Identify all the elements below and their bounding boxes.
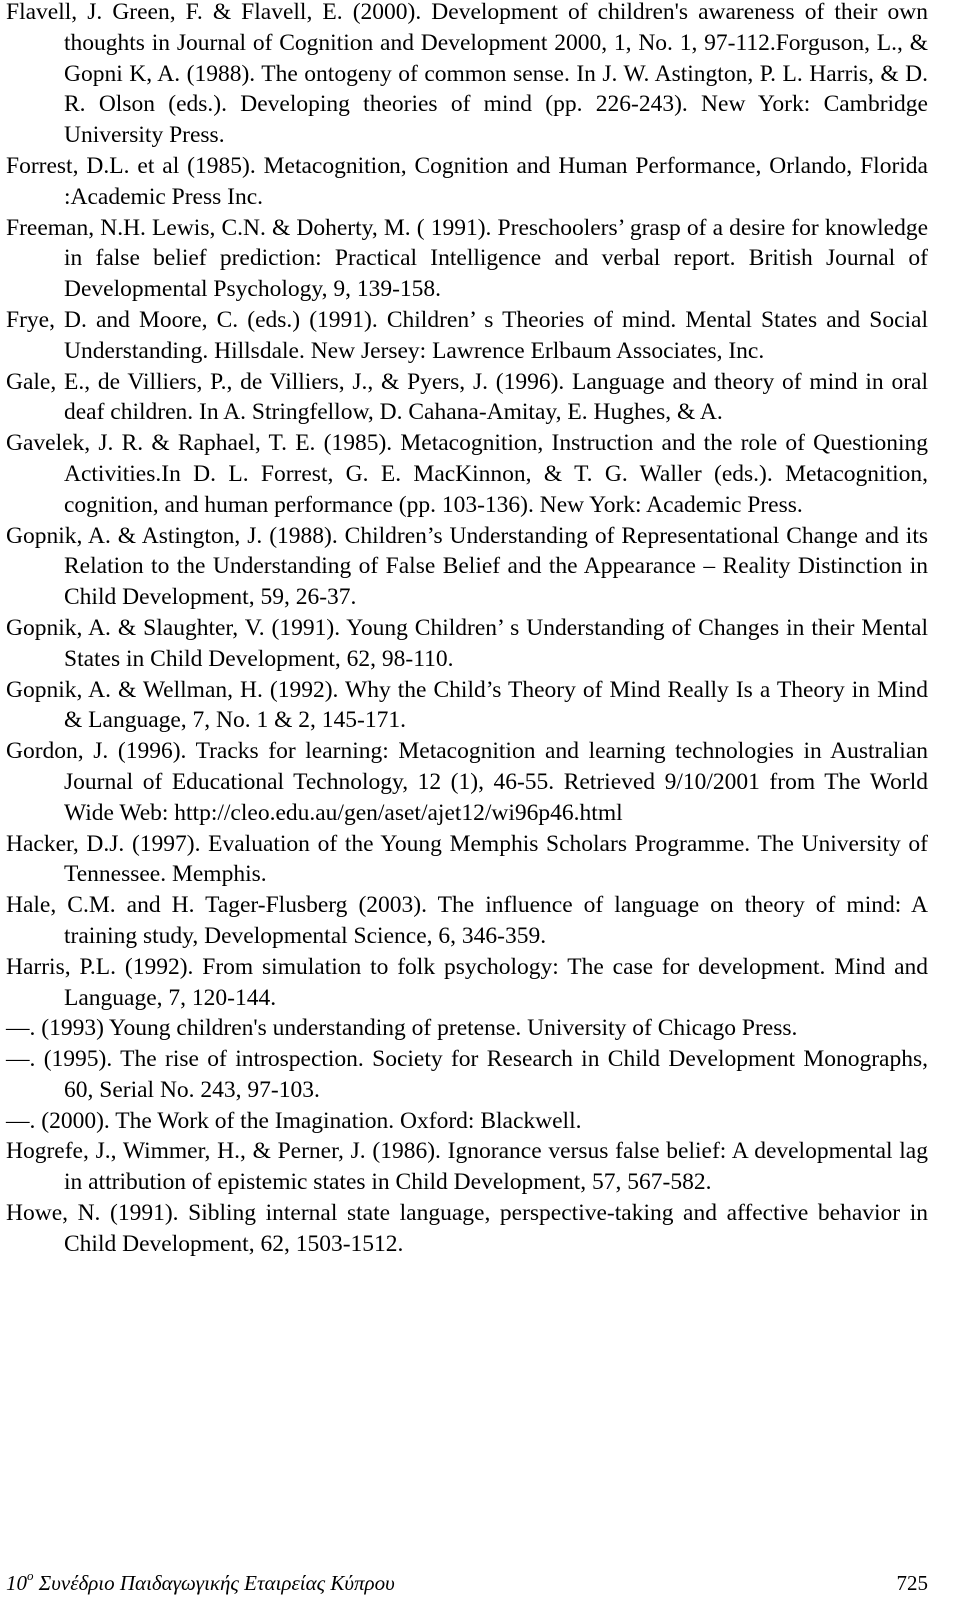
reference-entry: —. (2000). The Work of the Imagination. Oxford: Blackwell.	[6, 1107, 582, 1134]
reference-entry: —. (1995). The rise of introspection. Society for Research in Child Development Monographs, 60, Serial No. 243, 97-103.	[6, 1046, 928, 1103]
reference-entry: Gopnik, A. & Astington, J. (1988). Children’s Understanding of Representational Change and its Relation to the Understanding of False Belief and the Appearance – Reality Distinction in Child Development, 59, 26-37.	[6, 522, 928, 611]
reference-entry: Gopnik, A. & Wellman, H. (1992). Why the Child’s Theory of Mind Really Is a Theory in Mind & Language, 7, No. 1 & 2, 145-171.	[6, 676, 928, 734]
reference-entry: Gordon, J. (1996). Tracks for learning: Metacognition and learning technologies in Australian Journal of Educational Technology, 12 (1), 46-55. Retrieved 9/10/2001 from The World Wide Web: http://cleo.edu.au/gen/aset/ajet12/wi96p46.html	[6, 738, 928, 826]
page-footer	[6, 1568, 928, 1598]
page-number: 725	[896, 1571, 928, 1595]
document-page	[6, 0, 928, 1616]
reference-list	[6, 0, 928, 1260]
reference-entry: Gavelek, J. R. & Raphael, T. E. (1985). Metacognition, Instruction and the role of Questioning Activities.In D. L. Forrest, G. E. MacKinnon, & T. G. Waller (eds.). Metacognition, cognition, and human performance (pp. 103-136). New York: Academic Press.	[6, 430, 928, 518]
ordinal-superscript: ο	[27, 1568, 34, 1583]
reference-entry: Hale, C.M. and H. Tager-Flusberg (2003). The influence of language on theory of mind: A training study, Developmental Science, 6, 346-359.	[6, 892, 928, 949]
reference-entry: Hogrefe, J., Wimmer, H., & Perner, J. (1986). Ignorance versus false belief: A developmental lag in attribution of epistemic states in Child Development, 57, 567-582.	[6, 1138, 928, 1196]
reference-entry: Harris, P.L. (1992). From simulation to folk psychology: The case for development. Mind and Language, 7, 120-144.	[6, 953, 928, 1011]
reference-entry: Gopnik, A. & Slaughter, V. (1991). Young Children’ s Understanding of Changes in their Mental States in Child Development, 62, 98-110.	[6, 614, 928, 672]
conference-title: Συνέδριο Παιδαγωγικής Εταιρείας Κύπρου	[33, 1571, 395, 1595]
reference-entry: Gale, E., de Villiers, P., de Villiers, J., & Pyers, J. (1996). Language and theory of mind in oral deaf children. In A. Stringfellow, D. Cahana-Amitay, E. Hughes, & A.	[6, 368, 928, 426]
conference-name	[6, 1568, 395, 1598]
reference-entry: —. (1993) Young children's understanding of pretense. University of Chicago Press.	[6, 1015, 798, 1042]
reference-entry: Flavell, J. Green, F. & Flavell, E. (2000). Development of children's awareness of their own thoughts in Journal of Cognition and Development 2000, 1, No. 1, 97-112.Forguson, L., & Gopni K, A. (1988). The ontogeny of common sense. In J. W. Astington, P. L. Harris, & D. R. Olson (eds.). Developing theories of mind (pp. 226-243). New York: Cambridge University Press.	[6, 0, 928, 149]
reference-entry: Frye, D. and Moore, C. (eds.) (1991). Children’ s Theories of mind. Mental States and Social Understanding. Hillsdale. New Jersey: Lawrence Erlbaum Associates, Inc.	[6, 306, 928, 364]
reference-entry: Hacker, D.J. (1997). Evaluation of the Young Memphis Scholars Programme. The University of Tennessee. Memphis.	[6, 830, 928, 888]
conference-number: 10	[6, 1571, 27, 1595]
reference-entry: Freeman, N.H. Lewis, C.N. & Doherty, M. ( 1991). Preschoolers’ grasp of a desire for knowledge in false belief prediction: Practical Intelligence and verbal report. British Journal of Developmental Psychology, 9, 139-158.	[6, 214, 928, 303]
reference-entry: Howe, N. (1991). Sibling internal state language, perspective-taking and affective behavior in Child Development, 62, 1503-1512.	[6, 1200, 928, 1257]
reference-entry: Forrest, D.L. et al (1985). Metacognition, Cognition and Human Performance, Orlando, Florida :Academic Press Inc.	[6, 152, 928, 210]
